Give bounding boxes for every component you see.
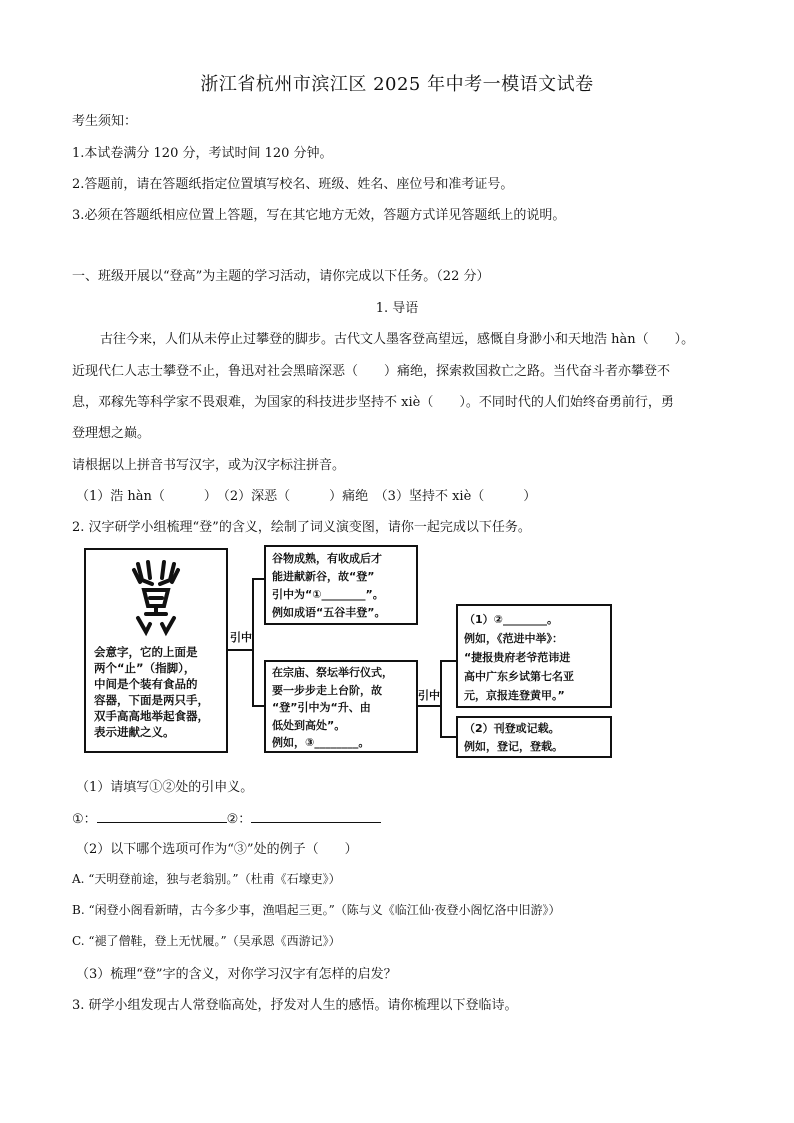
q2-intro: 2. 汉字研学小组梳理“登”的含义，绘制了词义演变图，请你一起完成以下任务。 xyxy=(72,520,531,535)
bottom-right-box xyxy=(456,716,612,758)
instruction: 请根据以上拼音书写汉字，或为汉字标注拼音。 xyxy=(72,458,346,473)
q2-1-blanks xyxy=(72,808,381,827)
section1-subheading: 1. 导语 xyxy=(375,301,419,316)
paragraph-line-3: 息，邓稼先等科学家不畏艰难，为国家的科技进步坚持不 xiè（ ）。不同时代的人们始终奋勇前行，勇 xyxy=(72,395,674,410)
connector-line-2 xyxy=(418,705,440,707)
top-right-line-4: 高中广东乡试第七名亚 xyxy=(464,670,574,683)
top-mid-line-2: 能进献新谷，故“登” xyxy=(272,570,375,583)
left-box-line-3: 中间是个装有食品的 xyxy=(94,677,198,691)
top-right-box xyxy=(456,604,612,708)
connector-branch-2-top xyxy=(440,660,456,662)
page-title: 浙江省杭州市滨江区 2025 年中考一模语文试卷 xyxy=(200,74,594,95)
blank1-line[interactable] xyxy=(97,822,227,823)
connector-branch-2 xyxy=(440,660,442,738)
connector-line xyxy=(228,649,252,651)
bottom-middle-box xyxy=(264,660,418,753)
q2-3: （3）梳理“登”字的含义，对你学习汉字有怎样的启发？ xyxy=(76,967,397,982)
left-box xyxy=(84,548,228,753)
top-right-line-2: 例如，《范进中举》： xyxy=(464,632,563,645)
top-mid-line-1: 谷物成熟，有收成后才 xyxy=(272,552,382,565)
q2-2: （2）以下哪个选项可作为“③”处的例子（ ） xyxy=(76,842,358,857)
paragraph-line-2: 近现代仁人志士攀登不止，鲁迅对社会黑暗深恶（ ）痛绝，探索救国救亡之路。当代奋斗者亦攀登不 xyxy=(72,364,671,379)
blank2-line[interactable] xyxy=(251,822,381,823)
option-a: A. “天明登前途，独与老翁别。”（杜甫《石壕吏》） xyxy=(72,872,341,886)
top-middle-box xyxy=(264,545,418,625)
bottom-right-line-2: 例如，登记，登载。 xyxy=(464,740,563,753)
connector-label-1: 引中 xyxy=(230,631,252,644)
bottom-mid-line-2: 要一步步走上台阶，故 xyxy=(272,683,382,697)
notice-item-1: 1.本试卷满分 120 分，考试时间 120 分钟。 xyxy=(72,146,333,161)
option-b: B. “闲登小阁看新晴，古今多少事，渔唱起三更。”（陈与义《临江仙·夜登小阁忆洛中旧游》） xyxy=(72,903,561,917)
notice-heading: 考生须知： xyxy=(72,114,138,129)
top-mid-line-3: 引中为“①________”。 xyxy=(272,588,384,601)
top-right-line-1: （1）②________。 xyxy=(464,613,558,626)
connector-branch-bottom xyxy=(252,705,264,707)
bottom-mid-line-1: 在宗庙、祭坛举行仪式， xyxy=(272,666,393,679)
q2-1: （1）请填写①②处的引申义。 xyxy=(76,780,254,795)
option-c: C. “褪了僧鞋，登上无忧履。”（吴承恩《西游记》） xyxy=(72,934,341,948)
bottom-mid-line-4: 低处到高处”。 xyxy=(272,718,346,732)
left-box-line-5: 双手高高地举起食器， xyxy=(94,709,209,723)
answer-line: （1）浩 hàn（ ） （2）深恶（ ）痛绝 （3）坚持不 xiè（ ） xyxy=(76,489,537,504)
connector-branch-2-bottom xyxy=(440,736,456,738)
q3: 3. 研学小组发现古人常登临高处，抒发对人生的感悟。请你梳理以下登临诗。 xyxy=(72,998,518,1013)
connector-branch xyxy=(252,578,254,706)
paragraph-line-1: 古往今来，人们从未停止过攀登的脚步。古代文人墨客登高望远，感慨自身渺小和天地浩 hàn（ ）。 xyxy=(100,332,695,347)
top-right-line-3: “捷报贵府老爷范讳进 xyxy=(464,651,571,664)
ancient-character-icon xyxy=(124,558,188,638)
left-box-line-4: 容器，下面是两只手， xyxy=(94,693,209,707)
left-box-line-2: 两个“止”（指脚）， xyxy=(94,661,196,675)
blank2-label: ②： xyxy=(226,812,252,827)
top-mid-line-4: 例如成语“五谷丰登”。 xyxy=(272,606,386,619)
connector-label-2: 引中 xyxy=(418,689,440,702)
section1-heading: 一、班级开展以“登高”为主题的学习活动，请你完成以下任务。（22 分） xyxy=(72,269,490,284)
paragraph-line-4: 登理想之巅。 xyxy=(72,426,151,441)
notice-item-3: 3.必须在答题纸相应位置上答题，写在其它地方无效，答题方式详见答题纸上的说明。 xyxy=(72,208,566,223)
left-box-line-6: 表示进献之义。 xyxy=(94,725,175,739)
notice-item-2: 2.答题前，请在答题纸指定位置填写校名、班级、姓名、座位号和准考证号。 xyxy=(72,177,514,192)
bottom-mid-line-5: 例如，③________。 xyxy=(272,736,370,749)
blank1-label: ①： xyxy=(72,812,97,827)
connector-branch-top xyxy=(252,578,264,580)
top-right-line-5: 元，京报连登黄甲。” xyxy=(464,689,565,702)
bottom-mid-line-3: “登”引中为“升、由 xyxy=(272,701,371,714)
bottom-right-line-1: （2）刊登或记载。 xyxy=(464,722,560,735)
left-box-line-1: 会意字，它的上面是 xyxy=(94,645,198,659)
